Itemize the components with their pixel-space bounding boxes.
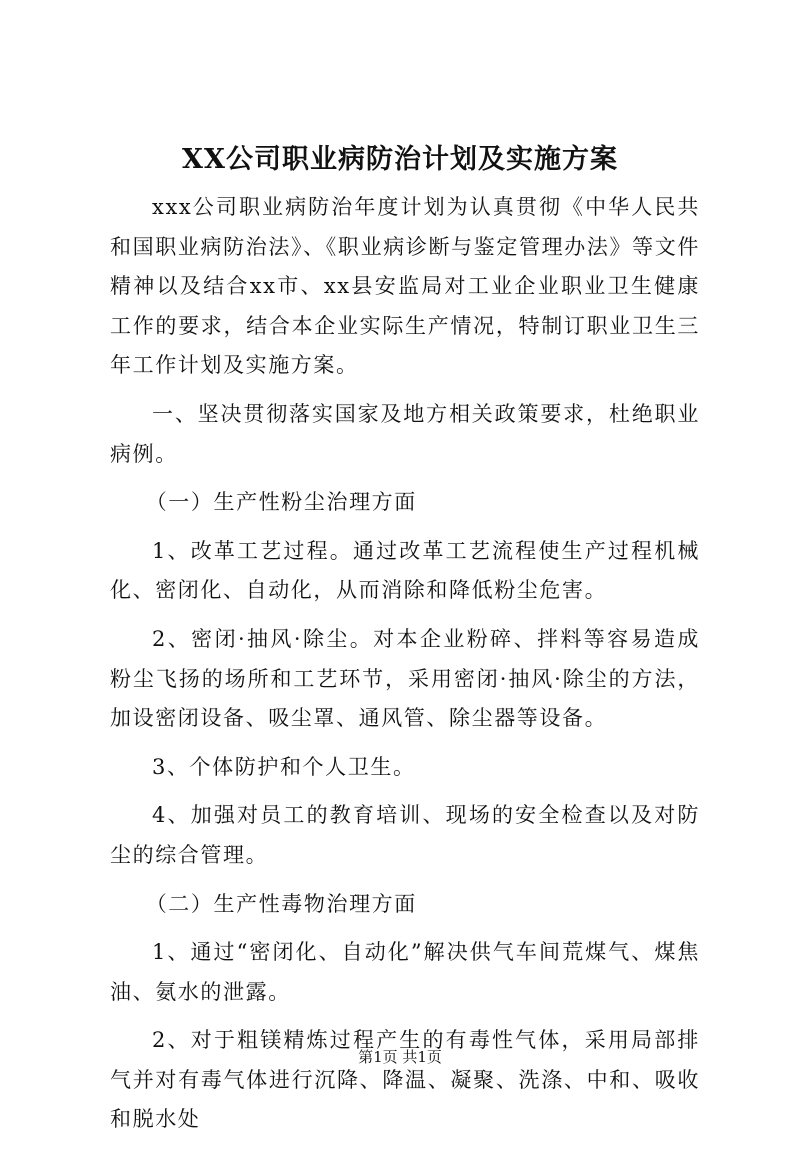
dust-item-1: 1、改革工艺过程。通过改革工艺流程使生产过程机械化、密闭化、自动化，从而消除和降低粉尘危害。 [110, 538, 700, 603]
intro-paragraph: xxx公司职业病防治年度计划为认真贯彻《中华人民共和国职业病防治法》、《职业病诊断与鉴定管理办法》等文件精神以及结合xx市、xx县安监局对工业企业职业卫生健康工作的要求，结合本企业实际生产情况，特制订职业卫生三年工作计划及实施方案。 [110, 195, 700, 378]
dust-item-2: 2、密闭·抽风·除尘。对本企业粉碎、拌料等容易造成粉尘飞扬的场所和工艺环节，采用密闭·抽风·除尘的方法，加设密闭设备、吸尘罩、通风管、除尘器等设备。 [110, 626, 700, 731]
section-heading-1: 一、坚决贯彻落实国家及地方相关政策要求，杜绝职业病例。 [110, 401, 700, 466]
toxic-item-2: 2、对于粗镁精炼过程产生的有毒性气体，采用局部排气并对有毒气体进行沉降、降温、凝聚、洗涤、中和、吸收和脱水处 [110, 1028, 700, 1132]
document-title: XX公司职业病防治计划及实施方案 [182, 144, 618, 175]
toxic-item-1: 1、通过“密闭化、自动化”解决供气车间荒煤气、煤焦油、氨水的泄露。 [110, 940, 700, 1004]
subsection-heading-toxic: （二）生产性毒物治理方面 [145, 891, 417, 916]
dust-item-3: 3、个体防护和个人卫生。 [152, 754, 416, 779]
subsection-heading-dust: （一）生产性粉尘治理方面 [145, 490, 417, 515]
page-footer: 第1页 共1页 [358, 1048, 442, 1066]
dust-item-4: 4、加强对员工的教育培训、现场的安全检查以及对防尘的综合管理。 [110, 803, 700, 867]
document-body [110, 188, 700, 1149]
